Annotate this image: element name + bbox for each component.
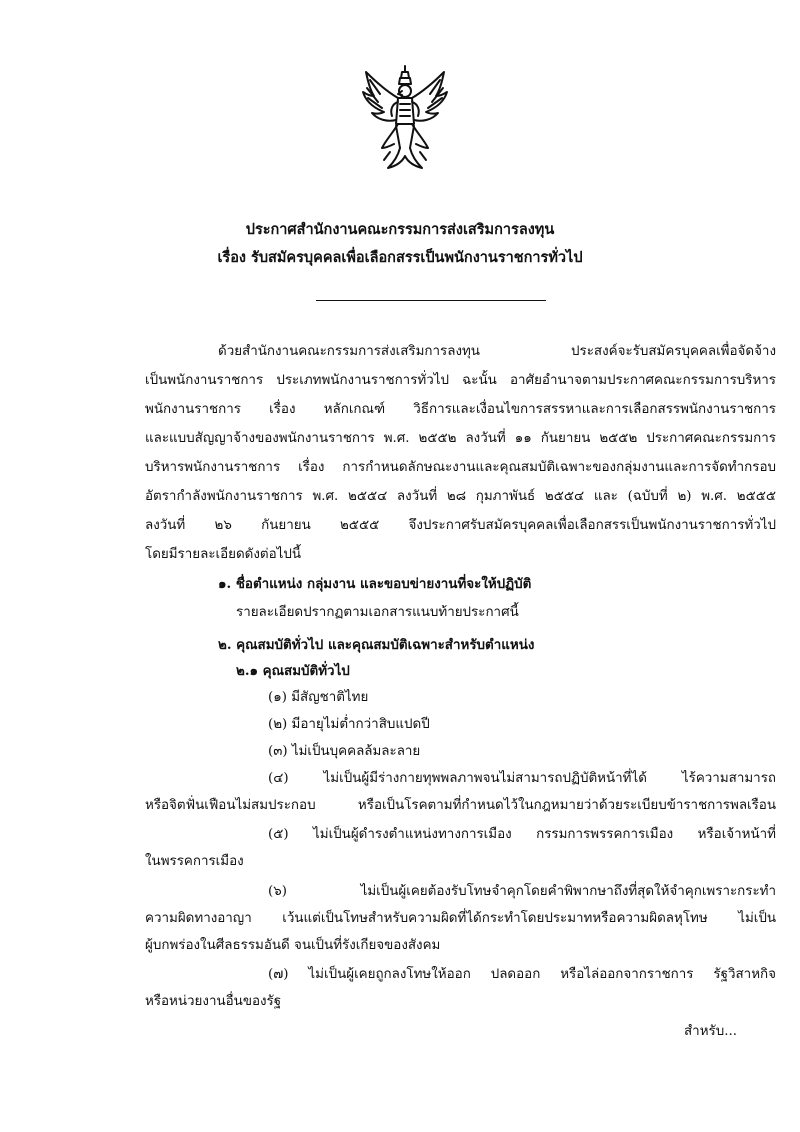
garuda-emblem-icon (360, 64, 450, 172)
intro-line: โดยมีรายละเอียดดังต่อไปนี้ (145, 547, 302, 562)
section2-heading: ๒. คุณสมบัติทั่วไป และคุณสมบัติเฉพาะสำหรับตำแหน่ง (218, 637, 535, 653)
intro-line: เป็นพนักงานราชการ ประเภทพนักงานราชการทั่วไป ฉะนั้น อาศัยอำนาจตามประกาศคณะกรรมการบริหาร (145, 373, 776, 388)
intro-line: บริหารพนักงานราชการ เรื่อง การกำหนดลักษณะงานและคุณสมบัติเฉพาะของกลุ่มงานและการจัดทำกรอบ (145, 460, 776, 475)
qualification-item: (๕) ไม่เป็นผู้ดำรงตำแหน่งทางการเมือง กรรมการพรรคการเมือง หรือเจ้าหน้าที่ (268, 827, 776, 842)
qualification-item: (๖) ไม่เป็นผู้เคยต้องรับโทษจำคุกโดยคำพิพากษาถึงที่สุดให้จำคุกเพราะกระทำ (268, 884, 776, 899)
qualification-item: (๔) ไม่เป็นผู้มีร่างกายทุพพลภาพจนไม่สามารถปฏิบัติหน้าที่ได้ ไร้ความสามารถ (268, 771, 776, 786)
intro-line: ด้วยสำนักงานคณะกรรมการส่งเสริมการลงทุน ประสงค์จะรับสมัครบุคคลเพื่อจัดจ้าง (218, 344, 776, 359)
qualification-item-continued: หรือหน่วยงานอื่นของรัฐ (145, 994, 282, 1009)
qualification-item-continued: ในพรรคการเมือง (145, 854, 244, 869)
qualification-item-continued: ความผิดทางอาญา เว้นแต่เป็นโทษสำหรับความผิดที่ได้กระทำโดยประมาทหรือความผิดลหุโทษ ไม่เป็น (145, 911, 776, 926)
intro-line: พนักงานราชการ เรื่อง หลักเกณฑ์ วิธีการและเงื่อนไขการสรรหาและการเลือกสรรพนักงานราชการ (145, 402, 776, 417)
qualification-item: (๗) ไม่เป็นผู้เคยถูกลงโทษให้ออก ปลดออก หรือไล่ออกจากราชการ รัฐวิสาหกิจ (268, 967, 776, 982)
title-divider (316, 300, 546, 301)
document-title: ประกาศสำนักงานคณะกรรมการส่งเสริมการลงทุน (245, 221, 555, 238)
section2-sub-heading: ๒.๑ คุณสมบัติทั่วไป (236, 663, 350, 679)
intro-line: อัตรากำลังพนักงานราชการ พ.ศ. ๒๕๕๔ ลงวันที่ ๒๘ กุมภาพันธ์ ๒๕๕๔ และ (ฉบับที่ ๒) พ.ศ. ๒๕๕๕ (145, 489, 776, 504)
qualification-item: (๒) มีอายุไม่ต่ำกว่าสิบแปดปี (268, 717, 430, 732)
qualification-item-continued: ผู้บกพร่องในศีลธรรมอันดี จนเป็นที่รังเกียจของสังคม (145, 938, 441, 953)
section1-body: รายละเอียดปรากฏตามเอกสารแนบท้ายประกาศนี้ (236, 605, 519, 620)
intro-line: ลงวันที่ ๒๖ กันยายน ๒๕๕๕ จึงประกาศรับสมัครบุคคลเพื่อเลือกสรรเป็นพนักงานราชการทั่วไป (145, 518, 776, 533)
qualification-item-continued: หรือจิตฟั่นเฟือนไม่สมประกอบ หรือเป็นโรคตามที่กำหนดไว้ในกฎหมายว่าด้วยระเบียบข้าราชการพลเรือน (145, 798, 776, 813)
continued-on-next-page: สำหรับ... (684, 1024, 737, 1039)
qualification-item: (๓) ไม่เป็นบุคคลล้มละลาย (268, 744, 421, 759)
qualification-item: (๑) มีสัญชาติไทย (268, 690, 369, 705)
section1-heading: ๑. ชื่อตำแหน่ง กลุ่มงาน และขอบข่ายงานที่จะให้ปฏิบัติ (218, 576, 532, 592)
intro-line: และแบบสัญญาจ้างของพนักงานราชการ พ.ศ. ๒๕๕๒ ลงวันที่ ๑๑ กันยายน ๒๕๕๒ ประกาศคณะกรรมการ (145, 431, 776, 446)
document-subject: เรื่อง รับสมัครบุคคลเพื่อเลือกสรรเป็นพนักงานราชการทั่วไป (217, 249, 583, 266)
